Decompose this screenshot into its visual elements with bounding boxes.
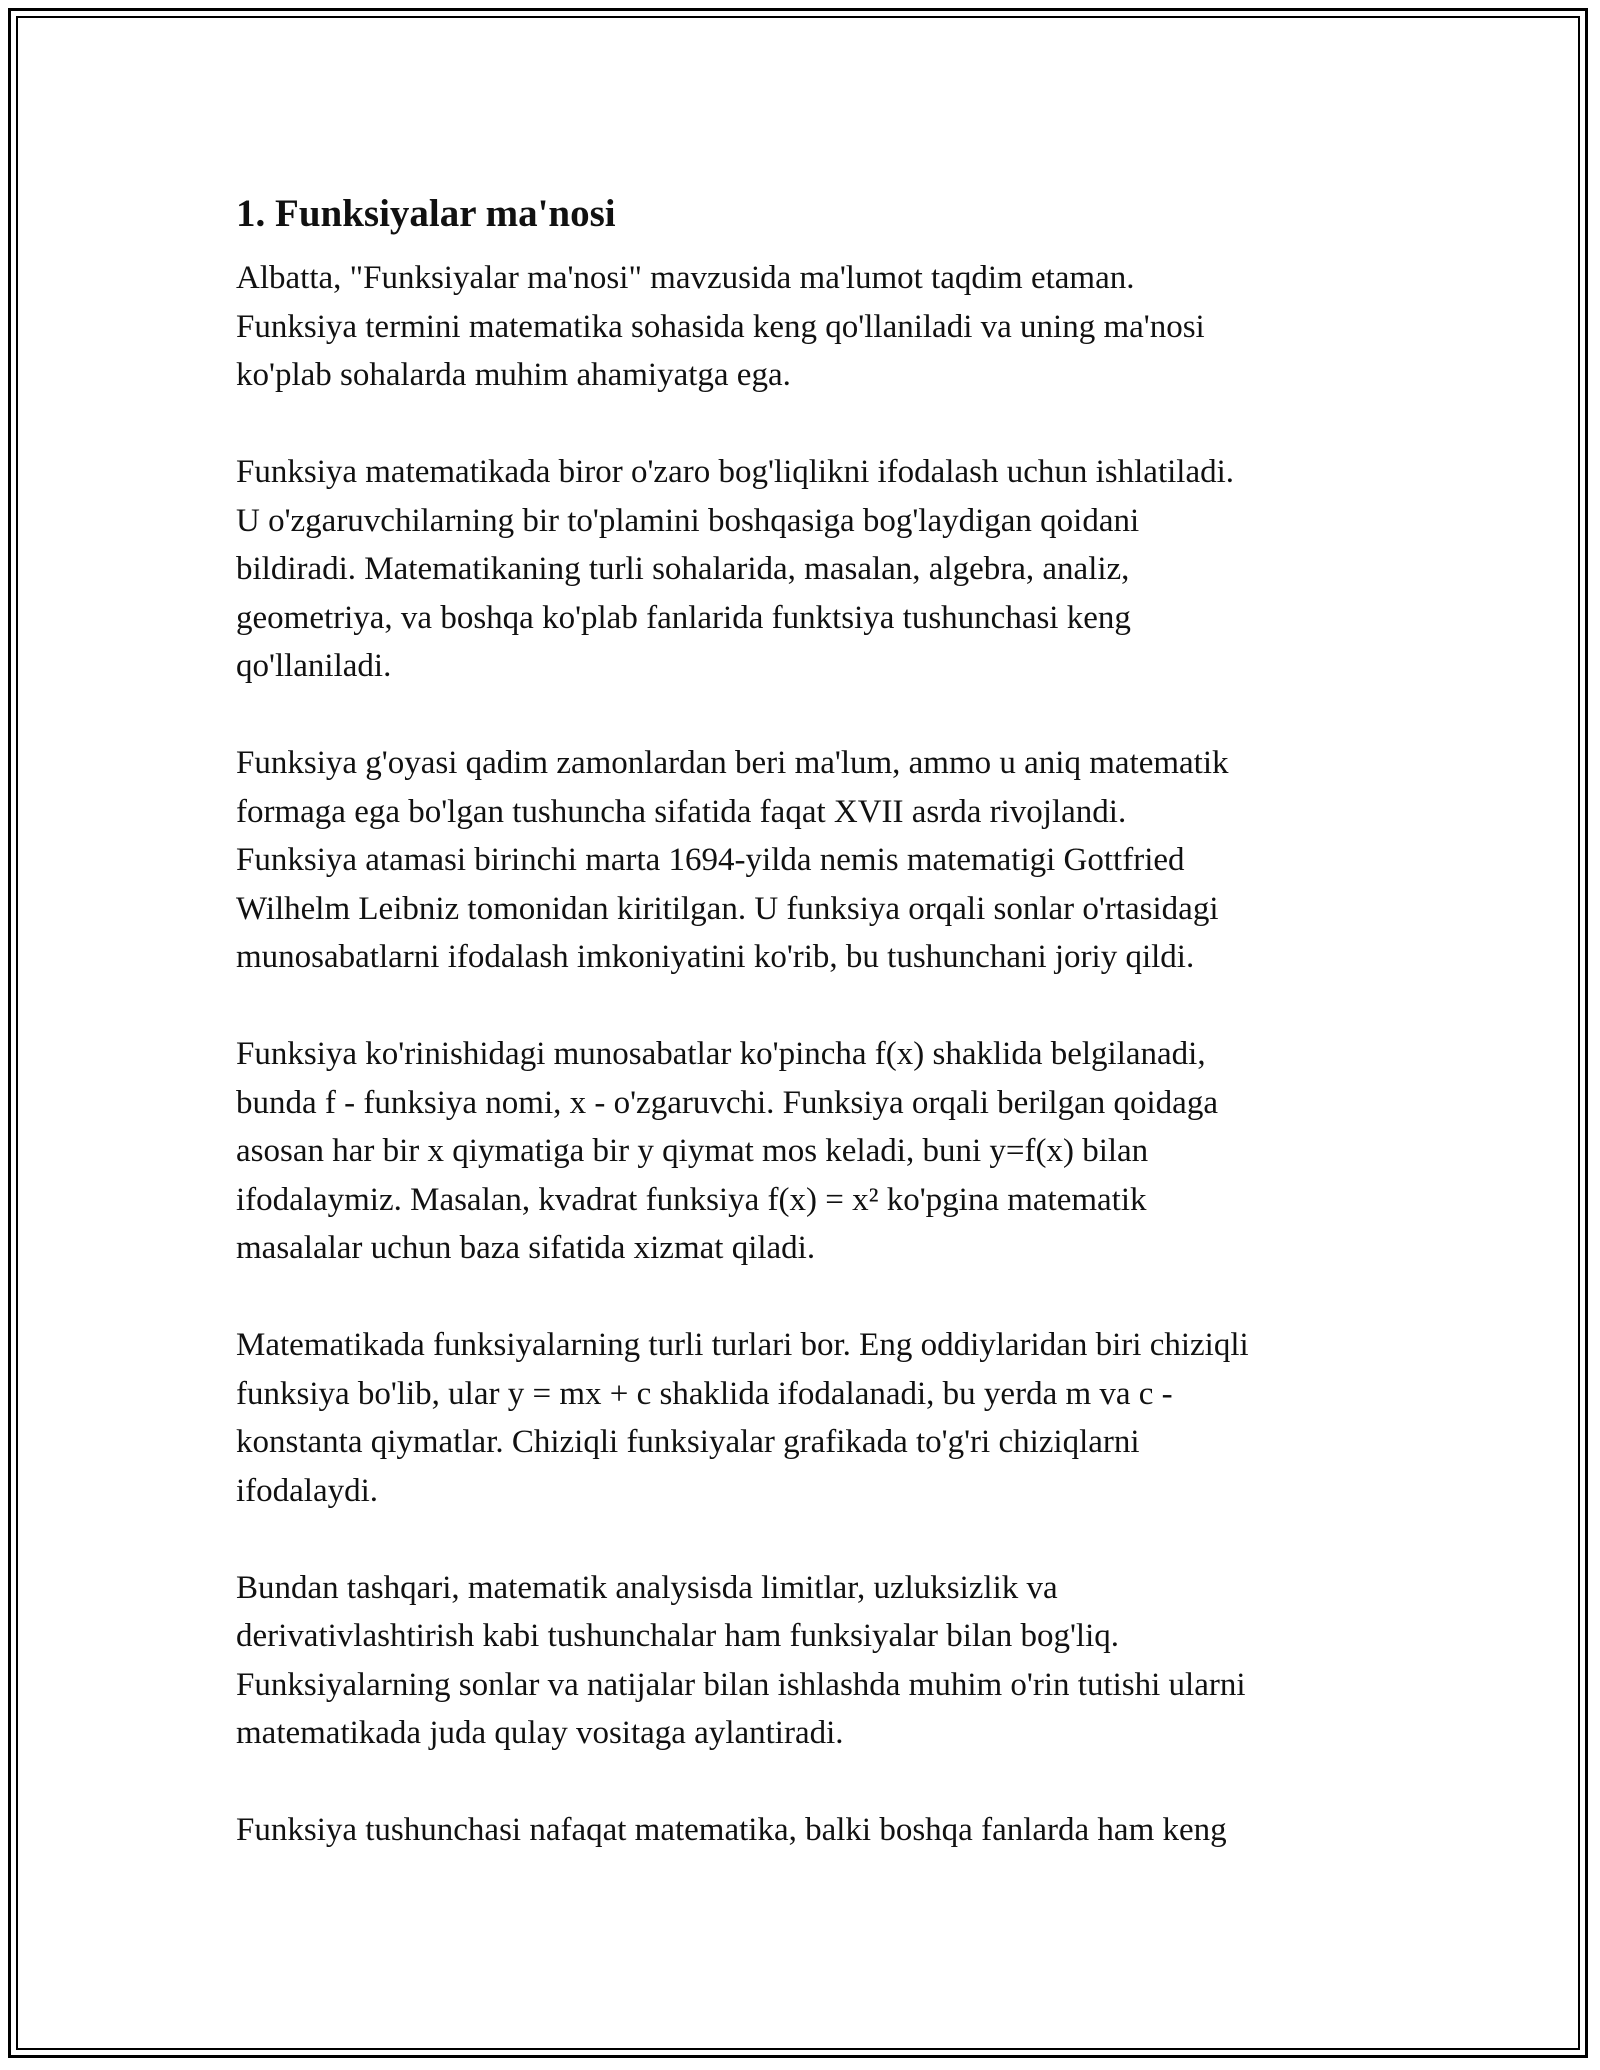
section-title: 1. Funksiyalar ma'nosi: [236, 192, 616, 235]
paragraph-types: Matematikada funksiyalarning turli turlari bor. Eng oddiylaridan biri chiziqli funksiya bo'lib, ular y = mx + c shaklida ifodalanadi, bu yerda m va c - konstanta qiymatlar. Chiziqli funksiyalar grafikada to'g'ri chiziqlarni ifodalaydi.: [236, 1327, 1249, 1509]
document-body: [236, 188, 1386, 1903]
paragraph-notation: Funksiya ko'rinishidagi munosabatlar ko'pincha f(x) shaklida belgilanadi, bunda f - funksiya nomi, x - o'zgaruvchi. Funksiya orqali berilgan qoidaga asosan har bir x qiymatiga bir y qiymat mos keladi, buni y=f(x) bilan ifodalaymiz. Masalan, kvadrat funksiya f(x) = x² ko'pgina matematik masalalar uchun baza sifatida xizmat qiladi.: [236, 1036, 1218, 1266]
paragraph-intro: Albatta, "Funksiyalar ma'nosi" mavzusida ma'lumot taqdim etaman. Funksiya termini matematika sohasida keng qo'llaniladi va uning ma'nosi ko'plab sohalarda muhim ahamiyatga ega.: [236, 260, 1205, 393]
paragraph-history: Funksiya g'oyasi qadim zamonlardan beri ma'lum, ammo u aniq matematik formaga ega bo'lgan tushuncha sifatida faqat XVII asrda rivojlandi. Funksiya atamasi birinchi marta 1694-yilda nemis matematigi Gottfried Wilhelm Leibniz tomonidan kiritilgan. U funksiya orqali sonlar o'rtasidagi munosabatlarni ifodalash imkoniyatini ko'rib, bu tushunchani joriy qildi.: [236, 745, 1229, 975]
paragraph-other-fields: Funksiya tushunchasi nafaqat matematika, balki boshqa fanlarda ham keng: [236, 1812, 1227, 1848]
paragraph-analysis: Bundan tashqari, matematik analysisda limitlar, uzluksizlik va derivativlashtirish kabi tushunchalar ham funksiyalar bilan bog'liq. Funksiyalarning sonlar va natijalar bilan ishlashda muhim o'rin tutishi ularni matematikada juda qulay vositaga aylantiradi.: [236, 1569, 1246, 1751]
paragraph-definition: Funksiya matematikada biror o'zaro bog'liqlikni ifodalash uchun ishlatiladi. U o'zgaruvchilarning bir to'plamini boshqasiga bog'laydigan qoidani bildiradi. Matematikaning turli sohalarida, masalan, algebra, analiz, geometriya, va boshqa ko'plab fanlarida funktsiya tushunchasi keng qo'llaniladi.: [236, 454, 1235, 684]
